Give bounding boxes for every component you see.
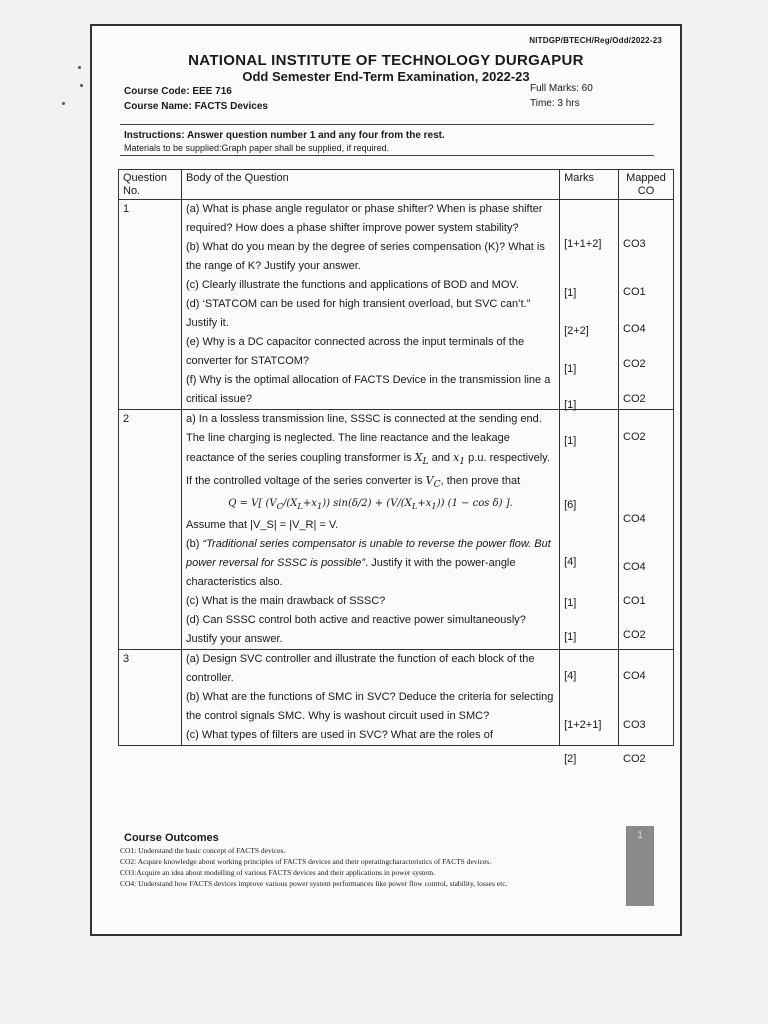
table-row <box>119 410 674 650</box>
question-part: (c) What types of filters are used in SVC? What are the roles of <box>185 729 493 742</box>
page-number-box <box>626 826 654 906</box>
question-number: 3 <box>119 650 182 746</box>
co-value: CO2 <box>623 358 646 370</box>
marks-value: [1] <box>564 399 577 411</box>
exam-title: Odd Semester End-Term Examination, 2022-23 <box>242 69 530 84</box>
equation: Q = V[ $(V_C/(X_L+x_1)) \sin(\delta/2) + (V/(X_L+x_1)) (1 - \cos \delta)$ ]. <box>228 498 513 512</box>
marks-value: [1+2+1] <box>564 719 602 732</box>
co-value: CO2 <box>623 393 646 405</box>
document-code: NITDGP/BTECH/Reg/Odd/2022-23 <box>529 36 662 45</box>
marks-cell <box>560 410 619 650</box>
full-marks: Full Marks: 60 <box>530 83 593 94</box>
co-cell <box>619 650 674 766</box>
header-marks: Marks <box>560 170 619 200</box>
co-value: CO1 <box>623 595 646 607</box>
marks-value: [1] <box>564 597 577 609</box>
header-body: Body of the Question <box>181 170 559 200</box>
marks-value: [4] <box>564 670 577 683</box>
scan-speck <box>78 66 81 69</box>
materials-note: Materials to be supplied:Graph paper shall be supplied, if required. <box>124 143 390 153</box>
table-header-row <box>119 170 674 200</box>
question-number: 2 <box>119 410 182 650</box>
scan-speck <box>62 102 65 105</box>
question-part: (e) Why is a DC capacitor connected across the input terminals of the converter for STATCOM? <box>185 336 525 367</box>
marks-value: [1+1+2] <box>564 238 602 250</box>
co-value: CO3 <box>623 238 646 250</box>
header-mapped-co: Mapped CO <box>619 170 674 200</box>
outcome-item: CO1: Understand the basic concept of FACTS devices. <box>120 846 286 855</box>
table-row <box>119 200 674 410</box>
co-value: CO1 <box>623 286 646 298</box>
symbol-xl <box>414 451 429 468</box>
course-outcomes <box>120 832 620 889</box>
question-table <box>118 169 674 766</box>
scan-speck <box>80 84 83 87</box>
question-number: 1 <box>119 200 182 410</box>
course-code: Course Code: EEE 716 <box>124 86 232 97</box>
co-value: CO3 <box>623 719 646 732</box>
symbol-sub: C <box>433 479 441 491</box>
marks-cell <box>560 200 619 447</box>
part-label: (b) <box>185 538 200 551</box>
symbol-base: X <box>414 451 423 464</box>
symbol-base: V <box>425 474 434 488</box>
marks-value: [1] <box>564 287 577 299</box>
co-value: CO2 <box>623 629 646 641</box>
question-part: (d) ‘STATCOM can be used for high transient overload, but SVC can’t.” Justify it. <box>185 298 531 329</box>
question-part: (c) What is the main drawback of SSSC? <box>185 595 386 608</box>
question-text: , then prove that <box>440 475 521 488</box>
symbol-x1 <box>453 451 466 468</box>
outcome-item: CO2: Acquire knowledge about working principles of FACTS devices and their operatingcharacteristics of FACTS devices. <box>120 857 492 866</box>
question-text: a) In a lossless transmission line, SSSC is connected at the sending end. The line charging is neglected. The line reactance and the leakage reactance of the series coupling transformer is <box>185 413 542 464</box>
outcome-item: CO4: Understand how FACTS devices improve various power system performances like power flow control, stability, losses etc. <box>120 879 508 888</box>
co-value: CO2 <box>623 753 646 766</box>
outcomes-title: Course Outcomes <box>124 832 219 844</box>
outcome-item: CO3:Acquire an idea about modelling of various FACTS devices and their applications in power system. <box>120 868 436 877</box>
marks-value: [6] <box>564 499 577 511</box>
co-value: CO4 <box>623 670 646 683</box>
marks-cell <box>560 650 619 766</box>
question-part: (c) Clearly illustrate the functions and applications of BOD and MOV. <box>185 279 519 291</box>
question-text: . Justify it with the power-angle characteristics also. <box>185 557 516 589</box>
exam-paper <box>90 24 682 936</box>
co-value: CO2 <box>623 431 646 443</box>
divider <box>120 124 654 125</box>
question-part <box>186 535 555 592</box>
marks-value: [1] <box>564 631 577 643</box>
marks-value: [4] <box>564 556 577 568</box>
question-part: (d) Can SSSC control both active and reactive power simultaneously? Justify your answer. <box>185 614 526 646</box>
co-value: CO4 <box>623 323 646 335</box>
page-number: 1 <box>637 830 643 841</box>
question-part: (b) What are the functions of SMC in SVC? Deduce the criteria for selecting the control signals SMC. Why is washout circuit used in SMC? <box>185 691 554 723</box>
course-name: Course Name: FACTS Devices <box>124 101 268 112</box>
instructions: Instructions: Answer question number 1 and any four from the rest. <box>124 130 445 141</box>
question-part: (a) Design SVC controller and illustrate the function of each block of the controller. <box>185 653 535 685</box>
co-cell <box>619 410 674 650</box>
question-body <box>181 200 559 410</box>
question-part: (f) Why is the optimal allocation of FACTS Device in the transmission line a critical issue? <box>185 374 551 405</box>
question-text: and <box>431 452 450 464</box>
co-cell <box>619 200 674 443</box>
exam-time: Time: 3 hrs <box>530 98 580 109</box>
symbol-vc <box>425 474 441 491</box>
co-value: CO4 <box>623 513 646 525</box>
question-part: (b) What do you mean by the degree of series compensation (K)? What is the range of K? Justify your answer. <box>185 241 545 272</box>
marks-value: [1] <box>564 363 577 375</box>
question-body <box>181 410 559 650</box>
quoted-statement: “Traditional series compensator is unable to reverse the power flow. But power reversal for SSSC is possible” <box>185 538 551 570</box>
marks-value: [2+2] <box>564 325 589 337</box>
question-part <box>186 410 555 535</box>
marks-value: [1] <box>564 435 577 447</box>
assumption: Assume that |V_S| = |V_R| = V. <box>185 519 339 532</box>
question-text: p.u. respectively. If the controlled voltage of the series converter is <box>185 452 550 488</box>
symbol-base: x <box>453 451 460 464</box>
symbol-sub: 1 <box>459 456 466 468</box>
co-value: CO4 <box>623 561 646 573</box>
question-body <box>181 650 559 746</box>
symbol-sub: L <box>422 456 429 468</box>
institute-name: NATIONAL INSTITUTE OF TECHNOLOGY DURGAPUR <box>188 52 584 69</box>
table-row <box>119 650 674 746</box>
header-question-no: Question No. <box>119 170 182 200</box>
divider <box>120 155 654 156</box>
question-part: (a) What is phase angle regulator or phase shifter? When is phase shifter required? How does a phase shifter improve power system stability? <box>185 203 543 234</box>
marks-value: [2] <box>564 753 577 766</box>
